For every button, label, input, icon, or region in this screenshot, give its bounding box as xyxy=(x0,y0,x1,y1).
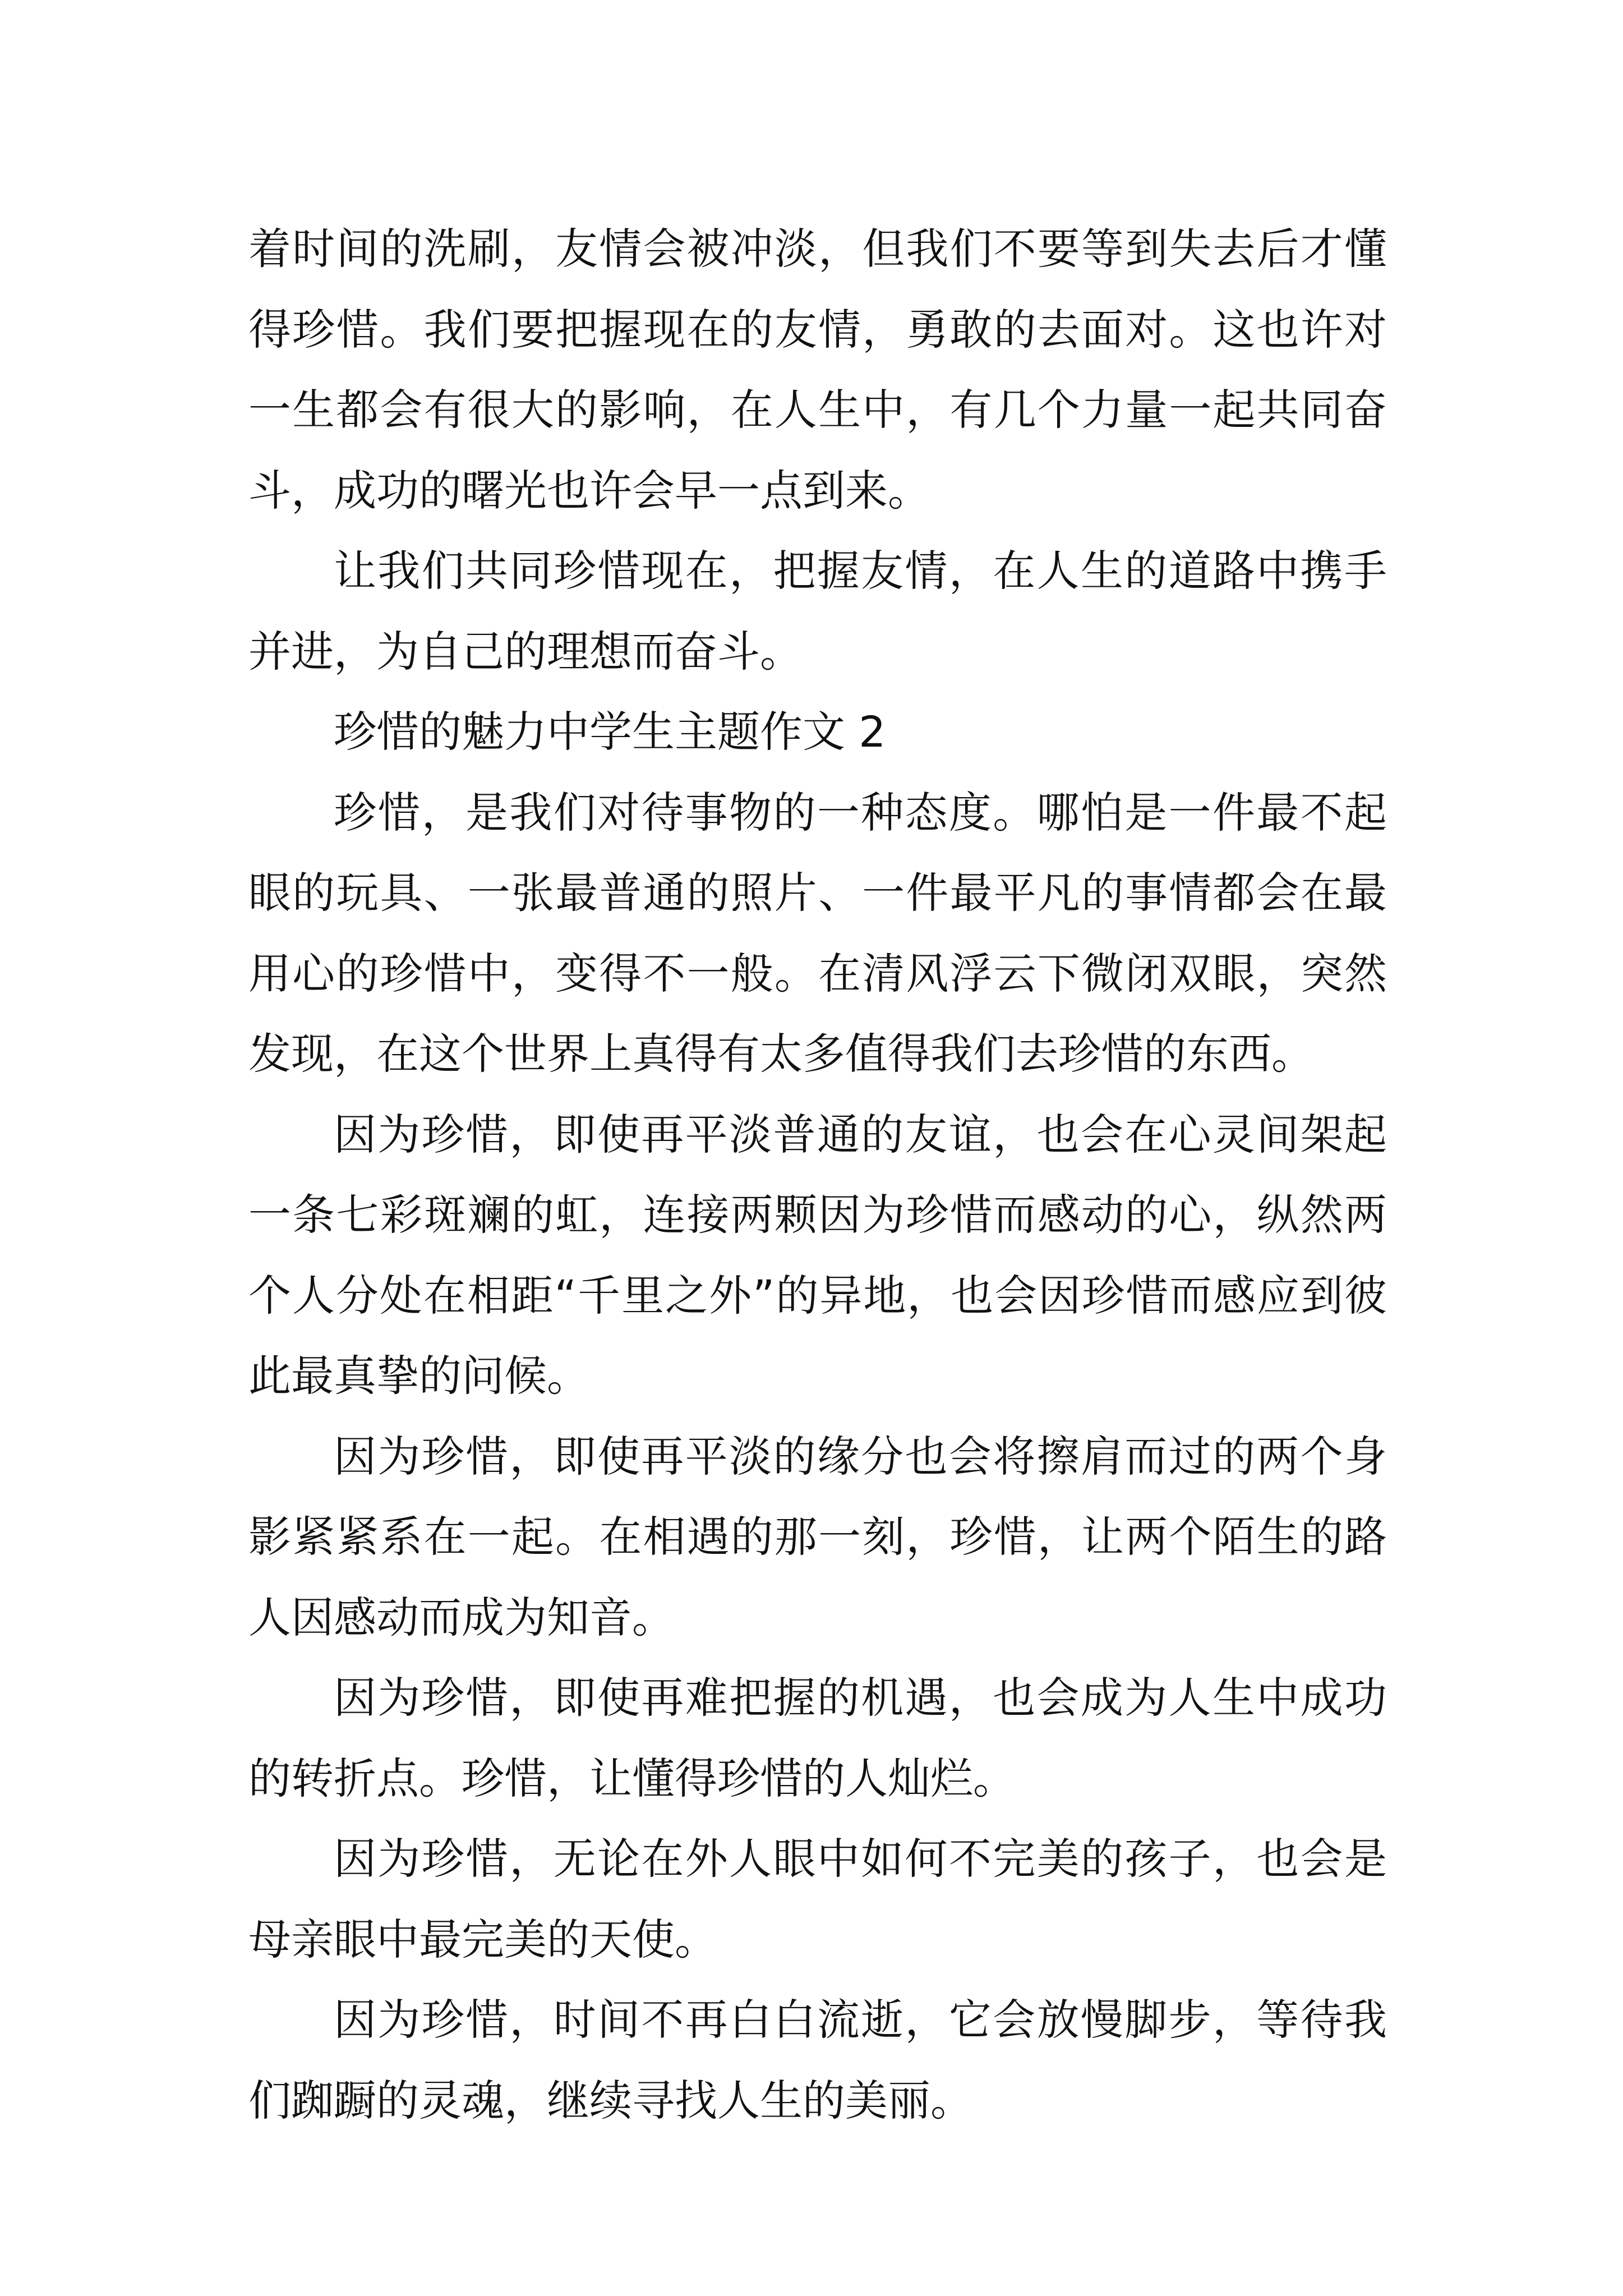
paragraph: 珍惜，是我们对待事物的一种态度。哪怕是一件最不起眼的玩具、一张最普通的照片、一件最平凡的事情都会在最用心的珍惜中，变得不一般。在清风浮云下微闭双眼，突然发现，在这个世界上真得有太多值得我们去珍惜的东西。 xyxy=(248,787,1387,1079)
paragraph: 因为珍惜，即使再平淡的缘分也会将擦肩而过的两个身影紧紧系在一起。在相遇的那一刻，珍惜，让两个陌生的路人因感动而成为知音。 xyxy=(248,1431,1387,1642)
paragraph-continued: 着时间的洗刷，友情会被冲淡，但我们不要等到失去后才懂得珍惜。我们要把握现在的友情，勇敢的去面对。这也许对一生都会有很大的影响，在人生中，有几个力量一起共同奋斗，成功的曙光也许会早一点到来。 xyxy=(248,224,1387,516)
document-body xyxy=(248,209,1387,2141)
paragraph: 因为珍惜，时间不再白白流逝，它会放慢脚步，等待我们踟蹰的灵魂，继续寻找人生的美丽。 xyxy=(248,1995,1387,2125)
essay-title: 珍惜的魅力中学生主题作文 2 xyxy=(334,707,886,757)
paragraph: 让我们共同珍惜现在，把握友情，在人生的道路中携手并进，为自己的理想而奋斗。 xyxy=(248,546,1387,677)
paragraph: 因为珍惜，即使再难把握的机遇，也会成为人生中成功的转折点。珍惜，让懂得珍惜的人灿烂。 xyxy=(248,1673,1387,1803)
paragraph: 因为珍惜，即使再平淡普通的友谊，也会在心灵间架起一条七彩斑斓的虹，连接两颗因为珍惜而感动的心，纵然两个人分处在相距“千里之外”的异地，也会因珍惜而感应到彼此最真挚的问候。 xyxy=(248,1109,1387,1401)
paragraph: 因为珍惜，无论在外人眼中如何不完美的孩子，也会是母亲眼中最完美的天使。 xyxy=(248,1834,1387,1964)
